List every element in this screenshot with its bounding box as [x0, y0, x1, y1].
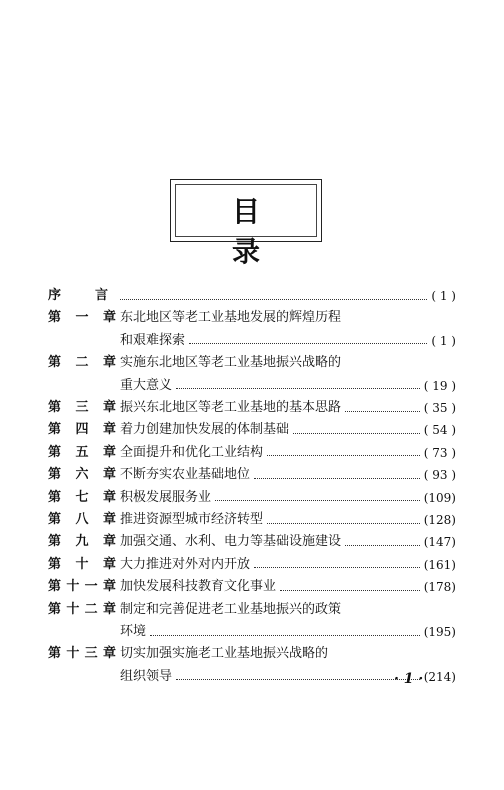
toc-entry[interactable] — [120, 600, 456, 620]
entry-title: 组织领导 — [120, 668, 173, 684]
page-number: · 1 · — [394, 671, 424, 687]
page-ref: (214) — [423, 669, 456, 684]
entry-title: 重大意义 — [120, 377, 173, 393]
toc-entry[interactable] — [120, 555, 456, 575]
toc-row — [48, 465, 456, 485]
toc-entry[interactable] — [120, 622, 456, 642]
leader-dots — [345, 411, 420, 412]
chapter-label: 第 九 章 — [48, 534, 116, 550]
entry-title: 切实加强实施老工业基地振兴战略的 — [120, 646, 329, 662]
leader-dots — [176, 679, 420, 680]
page-ref: ( 35 ) — [423, 401, 456, 415]
chapter-label: 第 二 章 — [48, 355, 116, 371]
toc-row — [48, 555, 456, 575]
toc-row — [48, 308, 456, 328]
toc-row — [48, 644, 456, 664]
entry-title: 制定和完善促进老工业基地振兴的政策 — [120, 601, 342, 617]
toc-entry[interactable] — [120, 644, 456, 664]
leader-dots — [280, 590, 420, 591]
toc-row — [48, 286, 456, 306]
chapter-label: 第 十 一 章 — [48, 579, 116, 595]
toc-entry[interactable] — [120, 376, 456, 396]
leader-dots — [215, 500, 420, 501]
leader-dots — [254, 567, 420, 568]
entry-title: 加快发展科技教育文化事业 — [120, 579, 277, 595]
page-ref: ( 73 ) — [423, 445, 456, 460]
toc-entry[interactable] — [120, 488, 456, 508]
leader-dots — [189, 343, 427, 344]
toc-row — [48, 622, 456, 642]
page-ref: (195) — [423, 625, 456, 639]
toc-entry[interactable] — [120, 443, 456, 463]
leader-dots — [150, 635, 420, 636]
page-ref: (128) — [423, 513, 456, 527]
toc-row — [48, 443, 456, 463]
chapter-label: 第 七 章 — [48, 489, 116, 505]
page-ref: ( 19 ) — [423, 378, 456, 393]
toc-row — [48, 488, 456, 508]
page-ref: ( 54 ) — [423, 423, 456, 438]
page-ref: (109) — [423, 490, 456, 505]
chapter-label: 第 十 章 — [48, 556, 116, 572]
toc-row — [48, 398, 456, 418]
page-ref: ( 1 ) — [431, 333, 456, 348]
toc-entry[interactable] — [120, 331, 456, 351]
toc-row — [48, 353, 456, 373]
toc-entry[interactable] — [120, 398, 456, 418]
leader-dots — [254, 478, 420, 479]
entry-title: 加强交通、水利、电力等基础设施建设 — [120, 534, 342, 550]
leader-dots — [120, 299, 427, 300]
toc-row — [48, 376, 456, 396]
chapter-label: 序 言 — [48, 288, 108, 303]
toc-entry[interactable] — [116, 286, 456, 306]
toc-entry[interactable] — [120, 353, 456, 373]
page-ref: (161) — [423, 557, 456, 572]
toc-row — [48, 510, 456, 530]
chapter-label: 第 三 章 — [48, 400, 116, 415]
toc-row — [48, 532, 456, 552]
entry-title: 全面提升和优化工业结构 — [120, 444, 264, 460]
chapter-label: 第 十 三 章 — [48, 646, 116, 662]
toc-entry[interactable] — [120, 308, 456, 328]
entry-title: 着力创建加快发展的体制基础 — [120, 422, 290, 438]
toc-title: 目 录 — [231, 195, 286, 268]
chapter-label: 第 十 二 章 — [48, 601, 116, 617]
toc-row — [48, 331, 456, 351]
entry-title: 大力推进对外对内开放 — [120, 556, 251, 572]
toc-entry[interactable] — [120, 510, 456, 530]
toc-row — [48, 577, 456, 597]
toc-entry[interactable] — [120, 420, 456, 440]
toc-entry[interactable] — [120, 532, 456, 552]
entry-title: 推进资源型城市经济转型 — [120, 512, 264, 527]
toc-row — [48, 600, 456, 620]
entry-title: 和艰难探索 — [120, 332, 186, 348]
page-ref: (147) — [423, 535, 456, 550]
leader-dots — [293, 433, 420, 434]
leader-dots — [267, 523, 420, 524]
entry-title: 实施东北地区等老工业基地振兴战略的 — [120, 355, 342, 371]
page-ref: (178) — [423, 580, 456, 595]
leader-dots — [176, 388, 420, 389]
toc-row — [48, 420, 456, 440]
chapter-label: 第 四 章 — [48, 422, 116, 438]
entry-title: 东北地区等老工业基地发展的辉煌历程 — [120, 310, 342, 326]
leader-dots — [345, 545, 420, 546]
chapter-label: 第 六 章 — [48, 467, 116, 483]
leader-dots — [267, 455, 420, 456]
entry-title: 积极发展服务业 — [120, 489, 212, 505]
entry-title: 环境 — [120, 624, 147, 639]
entry-title: 不断夯实农业基础地位 — [120, 467, 251, 483]
entry-title: 振兴东北地区等老工业基地的基本思路 — [120, 400, 342, 415]
page-ref: ( 93 ) — [423, 468, 456, 483]
chapter-label: 第 八 章 — [48, 512, 116, 527]
page-ref: ( 1 ) — [431, 289, 456, 303]
chapter-label: 第 一 章 — [48, 310, 116, 326]
toc-entry[interactable] — [120, 577, 456, 597]
toc-entry[interactable] — [120, 465, 456, 485]
chapter-label: 第 五 章 — [48, 444, 116, 460]
toc-title-frame — [170, 179, 322, 268]
